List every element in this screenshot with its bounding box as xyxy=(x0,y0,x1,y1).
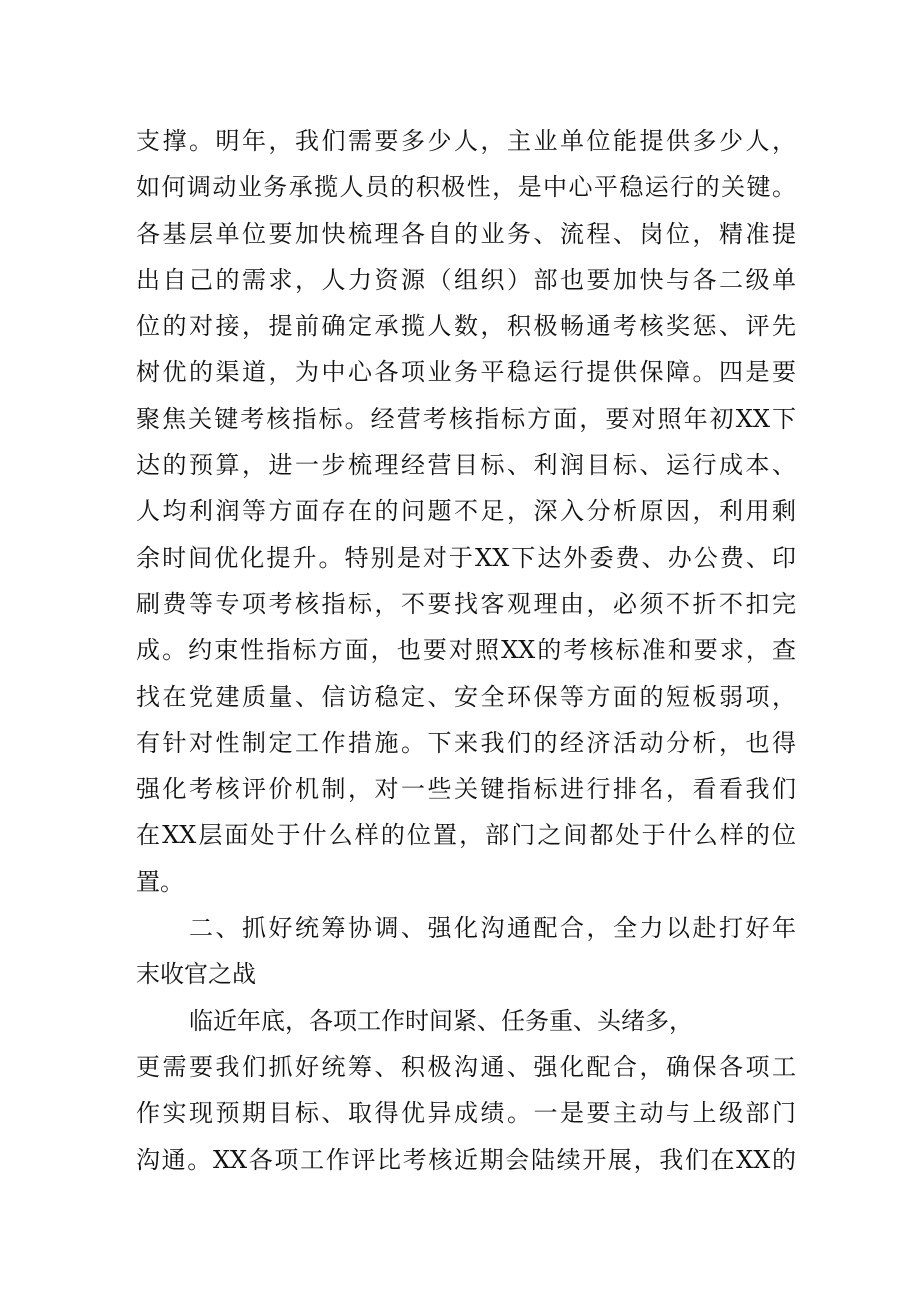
text-line: 达的预算，进一步梳理经营目标、利润目标、运行成本、 xyxy=(136,451,796,480)
text-line: 人均利润等方面存在的问题不足，深入分析原因，利用剩 xyxy=(136,497,796,526)
section-heading-line: 二、抓好统筹协调、强化沟通配合，全力以赴打好年 xyxy=(189,914,796,943)
text-line: 有针对性制定工作措施。下来我们的经济活动分析，也得 xyxy=(136,728,796,757)
text-line: 置。 xyxy=(136,867,184,896)
text-line: 强化考核评价机制，对一些关键指标进行排名，看看我们 xyxy=(136,775,796,804)
text-line: 位的对接，提前确定承揽人数，积极畅通考核奖惩、评先 xyxy=(136,312,796,341)
text-line: 聚焦关键考核指标。经营考核指标方面，要对照年初XX下 xyxy=(136,404,796,433)
text-line: 刷费等专项考核指标，不要找客观理由，必须不折不扣完 xyxy=(136,589,796,618)
text-line: 树优的渠道，为中心各项业务平稳运行提供保障。四是要 xyxy=(136,358,796,387)
text-line: 各基层单位要加快梳理各自的业务、流程、岗位，精准提 xyxy=(136,219,796,248)
text-line: 如何调动业务承揽人员的积极性，是中心平稳运行的关键。 xyxy=(136,173,796,202)
text-line: 更需要我们抓好统筹、积极沟通、强化配合，确保各项工 xyxy=(136,1052,796,1081)
document-body xyxy=(136,118,796,1183)
text-line: 找在党建质量、信访稳定、安全环保等方面的短板弱项， xyxy=(136,682,796,711)
text-line: 支撑。明年，我们需要多少人，主业单位能提供多少人， xyxy=(136,127,796,155)
section-heading-line: 末收官之战 xyxy=(136,960,256,989)
text-line: 出自己的需求，人力资源（组织）部也要加快与各二级单 xyxy=(136,265,796,294)
text-line: 沟通。XX各项工作评比考核近期会陆续开展，我们在XX的 xyxy=(136,1145,796,1174)
text-line: 成。约束性指标方面，也要对照XX的考核标准和要求，查 xyxy=(136,636,796,665)
text-line: 余时间优化提升。特别是对于XX下达外委费、办公费、印 xyxy=(136,543,796,572)
text-line: 作实现预期目标、取得优异成绩。一是要主动与上级部门 xyxy=(136,1099,796,1128)
text-line: 临近年底，各项工作时间紧、任务重、头绪多， xyxy=(189,1006,693,1035)
text-line: 在XX层面处于什么样的位置，部门之间都处于什么样的位 xyxy=(136,821,796,850)
